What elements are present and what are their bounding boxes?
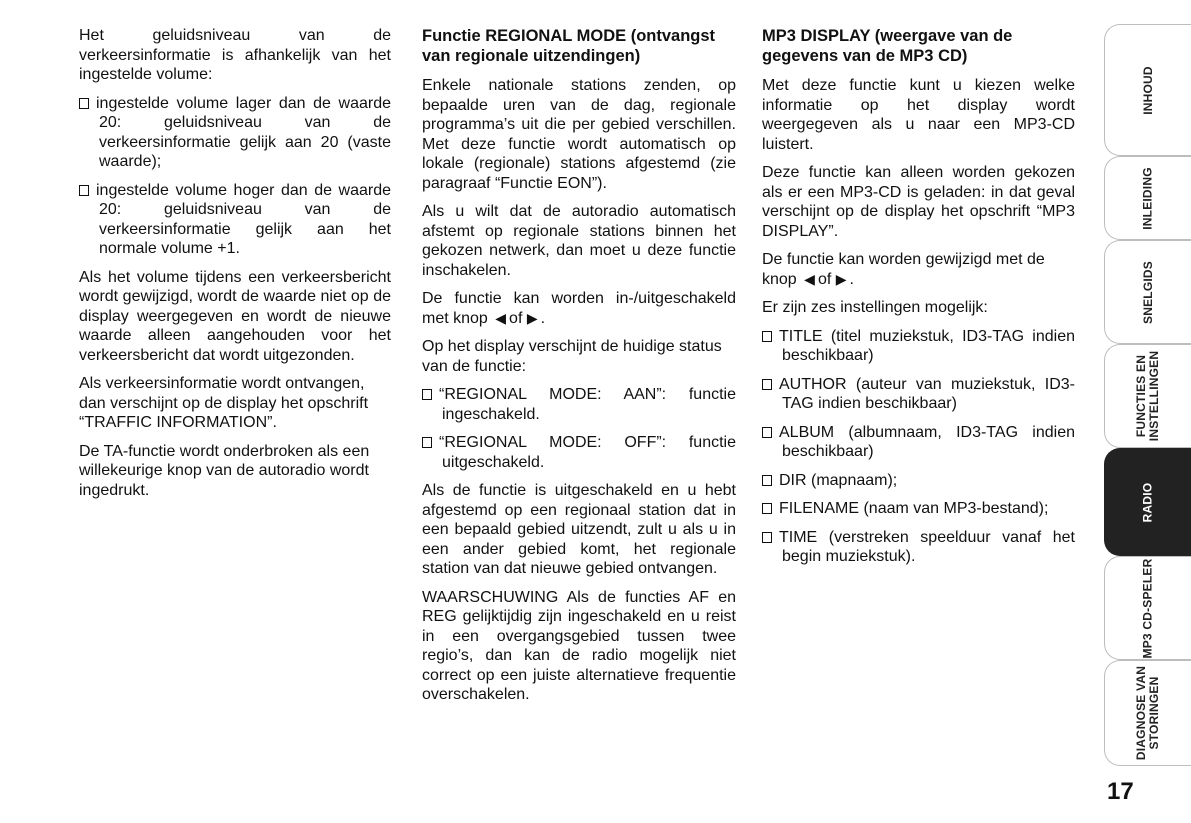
paragraph: Er zijn zes instellingen mogelijk:	[762, 299, 988, 316]
list-item: FILENAME (naam van MP3-bestand);	[762, 499, 1075, 519]
tab-functies-en-instellingen[interactable]	[1104, 344, 1191, 448]
warning-paragraph: WAARSCHUWING Als de functies AF en REG gelijktijdig zijn ingeschakeld en u reist in een overgangsgebied tussen twee regio’s, dan kan de radio mogelijk niet correct op een juiste alternatieve frequentie overschakelen.	[422, 588, 736, 703]
checkbox-bullet-icon	[79, 98, 89, 109]
tab-label: RADIO	[1140, 482, 1155, 522]
paragraph: Enkele nationale stations zenden, op bepaalde uren van de dag, regionale programma’s uit die per gebied verschillen. Met deze functie wordt automatisch op lokale (regionale) stations afgestemd (zie paragraaf “Functie EON”).	[422, 77, 736, 192]
column-3	[762, 26, 1075, 576]
checkbox-bullet-icon	[79, 185, 89, 196]
paragraph: Als u wilt dat de autoradio automatisch afstemt op regionale stations binnen het gekozen netwerk, dan moet u deze functie inschakelen.	[422, 203, 736, 279]
list-item: AUTHOR (auteur van muziekstuk, ID3-TAG indien beschikbaar)	[762, 375, 1075, 414]
list-item: ingestelde volume lager dan de waarde 20: geluidsniveau van de verkeersinformatie gelijk aan 20 (vaste waarde);	[79, 94, 391, 172]
paragraph: Met deze functie kunt u kiezen welke informatie op het display wordt weergegeven als u naar een MP3-CD luistert.	[762, 77, 1075, 153]
left-triangle-icon: ◀	[804, 270, 815, 287]
tab-label: FUNCTIES EN INSTELLINGEN	[1134, 350, 1161, 442]
list-item: “REGIONAL MODE: OFF”: functie uitgeschakeld.	[422, 433, 736, 472]
checkbox-bullet-icon	[762, 379, 772, 390]
tab-label: INHOUD	[1140, 65, 1155, 115]
list-item: TIME (verstreken speelduur vanaf het begin muziekstuk).	[762, 528, 1075, 567]
column-1	[79, 26, 391, 509]
paragraph: De functie kan worden gewijzigd met de knop ◀ of ▶ .	[762, 251, 1045, 288]
paragraph: Als de functie is uitgeschakeld en u hebt afgestemd op een regionaal station dat in een bepaald gebied uitzendt, zult u als u in een ander gebied komt, het regionale station van dat nieuwe gebied ontvangen.	[422, 482, 736, 577]
checkbox-bullet-icon	[762, 427, 772, 438]
paragraph: Als verkeersinformatie wordt ontvangen, dan verschijnt op de display het opschrift “TRAFFIC INFORMATION”.	[79, 375, 369, 431]
paragraph: Als het volume tijdens een verkeersbericht wordt gewijzigd, wordt de waarde niet op de display weergegeven en wordt de nieuwe waarde alleen aangehouden voor het verkeersbericht dat wordt uitgezonden.	[79, 268, 391, 364]
list-item: DIR (mapnaam);	[762, 471, 1075, 491]
list-item: “REGIONAL MODE: AAN”: functie ingeschakeld.	[422, 385, 736, 424]
section-heading: MP3 DISPLAY (weergave van de gegevens van de MP3 CD)	[762, 27, 1013, 65]
tab-label: MP3 CD-SPELER	[1140, 558, 1155, 658]
tab-radio[interactable]	[1104, 448, 1191, 556]
list-item: ALBUM (albumnaam, ID3-TAG indien beschikbaar)	[762, 423, 1075, 462]
tab-inhoud[interactable]	[1104, 24, 1191, 156]
right-triangle-icon: ▶	[526, 309, 538, 326]
tab-inleiding[interactable]	[1104, 156, 1191, 240]
checkbox-bullet-icon	[762, 503, 772, 514]
column-2	[422, 26, 736, 714]
list-item: TITLE (titel muziekstuk, ID3-TAG indien beschikbaar)	[762, 327, 1075, 366]
tab-diagnose-van-storingen[interactable]	[1104, 660, 1191, 766]
left-triangle-icon: ◀	[495, 309, 507, 326]
checkbox-bullet-icon	[422, 389, 432, 400]
list-item: ingestelde volume hoger dan de waarde 20: geluidsniveau van de verkeersinformatie gelijk aan het normale volume +1.	[79, 181, 391, 259]
paragraph: De TA-functie wordt onderbroken als een willekeurige knop van de autoradio wordt ingedrukt.	[79, 442, 370, 499]
paragraph: Op het display verschijnt de huidige status van de functie:	[422, 338, 722, 375]
paragraph: Het geluidsniveau van de verkeersinformatie is afhankelijk van het ingestelde volume:	[79, 27, 391, 83]
tab-label: INLEIDING	[1140, 166, 1155, 230]
tab-label: DIAGNOSE VAN STORINGEN	[1134, 665, 1161, 761]
tab-snelgids[interactable]	[1104, 240, 1191, 344]
paragraph: De functie kan worden in-/uitgeschakeld met knop ◀ of ▶ .	[422, 290, 736, 327]
checkbox-bullet-icon	[762, 475, 772, 486]
right-triangle-icon: ▶	[835, 270, 847, 287]
checkbox-bullet-icon	[762, 331, 772, 342]
tab-mp3-cd-speler[interactable]	[1104, 556, 1191, 660]
page-number: 17	[1107, 778, 1134, 805]
checkbox-bullet-icon	[422, 437, 432, 448]
section-heading: Functie REGIONAL MODE (ontvangst van regionale uitzendingen)	[422, 27, 716, 65]
paragraph: Deze functie kan alleen worden gekozen als er een MP3-CD is geladen: in dat geval verschijnt op de display het opschrift “MP3 DISPLAY”.	[762, 164, 1075, 240]
checkbox-bullet-icon	[762, 532, 772, 543]
tab-label: SNELGIDS	[1140, 260, 1155, 324]
